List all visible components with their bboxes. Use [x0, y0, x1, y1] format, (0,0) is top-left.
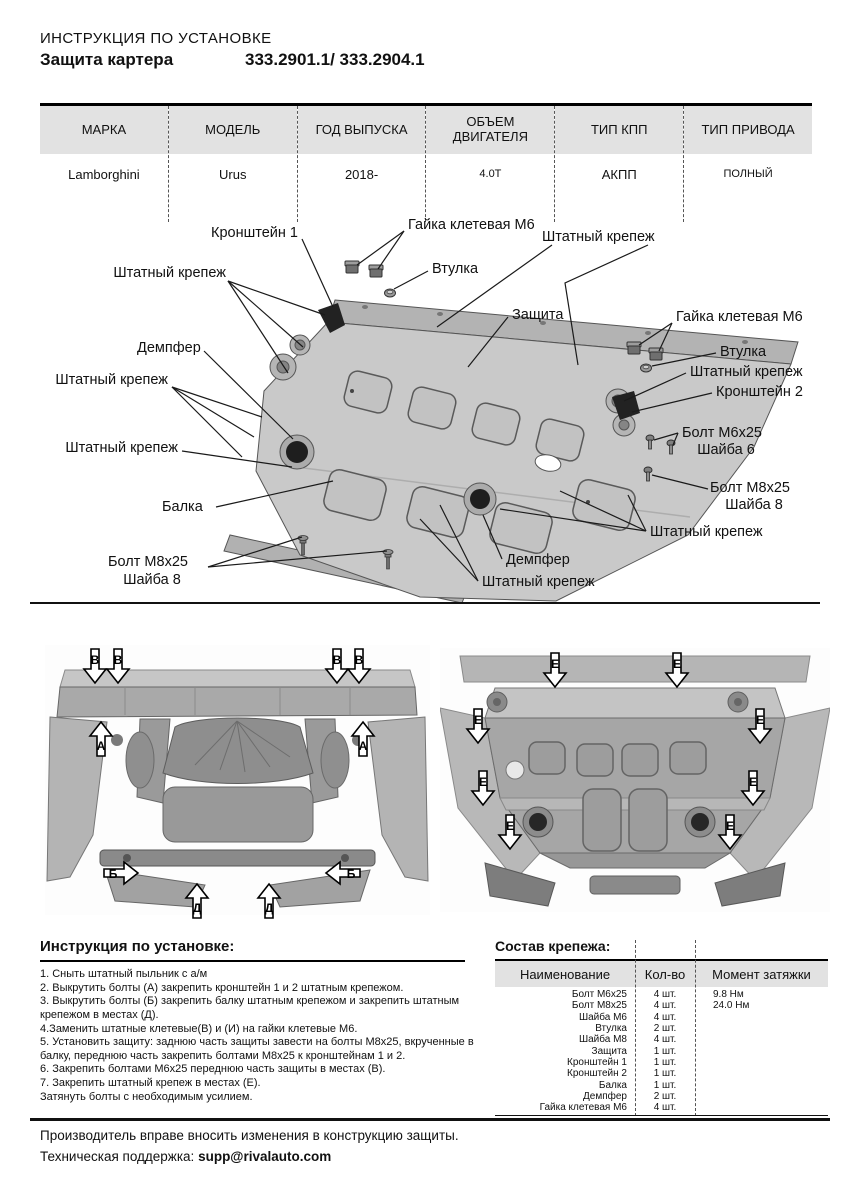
install-diagram: [0, 215, 849, 607]
fastener-qty: 4 шт.: [653, 989, 677, 1001]
location-marker-Д: [185, 883, 209, 919]
spec-col-year: [298, 106, 427, 222]
fastener-qty: 2 шт.: [653, 1090, 677, 1102]
svg-text:В: В: [332, 653, 342, 667]
svg-text:А: А: [96, 739, 106, 753]
fastener-qty: 1 шт.: [653, 1056, 677, 1068]
svg-text:Е: Е: [725, 819, 735, 833]
label-washer-6: Шайба 6: [697, 442, 755, 458]
fastener-qty: 1 шт.: [653, 1045, 677, 1057]
spec-header: МАРКА: [40, 106, 168, 154]
fastener-name: Шайба М6: [578, 1011, 627, 1023]
product-title: Защита картера: [40, 50, 174, 69]
spec-col-gearbox: [555, 106, 684, 222]
svg-text:Б: Б: [108, 867, 118, 881]
spec-col-engine: [426, 106, 555, 222]
fastener-qty: 2 шт.: [653, 1023, 677, 1035]
divider-bottom: [30, 1118, 830, 1121]
vehicle-spec-table: [40, 103, 812, 222]
part-numbers: 333.2901.1/ 333.2904.1: [245, 50, 425, 69]
bushing-icon: [385, 289, 396, 297]
label-bushing-top: Втулка: [432, 261, 479, 277]
product-line: [40, 50, 810, 72]
label-factory-fastener-top-right: Штатный крепеж: [542, 229, 655, 245]
svg-text:Е: Е: [478, 775, 488, 789]
fastener-row: [495, 1000, 828, 1011]
spec-header: ГОД ВЫПУСКА: [298, 106, 426, 154]
svg-text:Д: Д: [264, 901, 274, 915]
fastener-torque: 9.8 Нм: [713, 989, 744, 1001]
fastener-name: Втулка: [595, 1023, 627, 1035]
label-factory-fastener-bottom-right: Штатный крепеж: [650, 524, 763, 540]
label-beam: Балка: [162, 499, 203, 515]
spec-value: АКПП: [601, 166, 637, 182]
spec-header: ТИП ПРИВОДА: [684, 106, 812, 154]
location-marker-Е: [748, 708, 772, 744]
label-factory-fastener-bottom: Штатный крепеж: [482, 574, 595, 590]
col-header-torque: Момент затяжки: [712, 966, 811, 982]
location-marker-Е: [466, 708, 490, 744]
fastener-qty: 4 шт.: [653, 1034, 677, 1046]
fastener-name: Шайба М8: [578, 1034, 627, 1046]
support-label: Техническая поддержка:: [40, 1149, 195, 1164]
location-marker-Е: [741, 770, 765, 806]
install-instructions: [40, 938, 492, 1104]
spec-header: ТИП КПП: [555, 106, 683, 154]
svg-text:Е: Е: [672, 657, 682, 671]
label-washer-8-left: Шайба 8: [123, 572, 181, 588]
spec-col-drive: [684, 106, 812, 222]
location-marker-Б: [325, 861, 361, 885]
col-header-qty: Кол-во: [644, 966, 686, 982]
photo-shield-art: [440, 648, 830, 912]
location-marker-В: [325, 648, 349, 684]
footer-support: [40, 1149, 459, 1164]
instruction-step: Затянуть болты с необходимым усилием.: [40, 1090, 253, 1103]
location-marker-Е: [665, 652, 689, 688]
spec-value: Lamborghini: [68, 166, 140, 182]
spec-header: МОДЕЛЬ: [169, 106, 297, 154]
svg-text:В: В: [354, 653, 364, 667]
cage-nut-icon: [649, 348, 663, 360]
location-marker-В: [106, 648, 130, 684]
fastener-name: Кронштейн 1: [567, 1056, 627, 1068]
fastener-name: Защита: [591, 1045, 627, 1057]
fastener-row: [495, 1012, 828, 1023]
instructions-title: Инструкция по установке:: [40, 938, 465, 962]
label-factory-fastener-left2: Штатный крепеж: [55, 372, 168, 388]
label-bracket-2: Кронштейн 2: [716, 384, 803, 400]
fastener-name: Демпфер: [583, 1090, 627, 1102]
label-cage-nut-top: Гайка клетевая М6: [408, 217, 535, 233]
label-washer-8-right: Шайба 8: [725, 497, 783, 513]
svg-text:Е: Е: [755, 713, 765, 727]
instruction-step: 6. Закрепить болтами М6х25 переднюю часть защиты в местах (В).: [40, 1063, 386, 1076]
fastener-row: [495, 989, 828, 1000]
location-marker-А: [89, 721, 113, 757]
cage-nut-icon: [627, 342, 641, 354]
instructions-list: [40, 968, 492, 1104]
fastener-row: [495, 1045, 828, 1056]
divider: [30, 602, 820, 604]
fastener-qty: 4 шт.: [653, 1102, 677, 1114]
svg-text:Д: Д: [192, 901, 202, 915]
fastener-row: [495, 1034, 828, 1045]
fastener-kit-table: [495, 938, 828, 1113]
label-bolt-m8x25-right: Болт М8х25: [710, 480, 790, 496]
fastener-rows: [495, 987, 828, 1113]
svg-text:В: В: [90, 653, 100, 667]
photo-underbody-front: [45, 645, 430, 915]
fastener-qty: 1 шт.: [653, 1068, 677, 1080]
fastener-name: Гайка клетевая М6: [539, 1102, 627, 1114]
fastener-row: [495, 1079, 828, 1090]
location-marker-Е: [471, 770, 495, 806]
doc-title: ИНСТРУКЦИЯ ПО УСТАНОВКЕ: [40, 30, 272, 47]
table-bottom-line: [495, 1115, 828, 1116]
spec-col-model: [169, 106, 298, 222]
label-factory-fastener-left: Штатный крепеж: [113, 265, 226, 281]
fastener-name: Болт М6х25: [571, 989, 627, 1001]
label-bolt-m8x25-left: Болт М8х25: [108, 554, 188, 570]
location-marker-А: [351, 721, 375, 757]
location-marker-В: [347, 648, 371, 684]
fastener-row: [495, 1023, 828, 1034]
fasteners-title: Состав крепежа:: [495, 938, 611, 954]
footer-note: Производитель вправе вносить изменения в конструкцию защиты.: [40, 1128, 459, 1143]
label-damper-left: Демпфер: [137, 340, 201, 356]
col-header-name: Наименование: [519, 966, 611, 982]
instruction-step: 5. Установить защиту: заднюю часть защиты завести на болты М8х25, вкрученные в балку, переднюю часть закрепить болтами М8х25 к кронштейнам 1 и 2.: [40, 1036, 474, 1062]
instruction-step: 4.Заменить штатные клетевые(В) и (И) на гайки клетевые М6.: [40, 1022, 358, 1035]
instruction-step: 2. Выкрутить болты (А) закрепить кронштейн 1 и 2 штатным крепежом.: [40, 981, 404, 994]
spec-value: Urus: [219, 166, 247, 182]
fastener-table-header: [495, 959, 828, 987]
location-marker-Б: [103, 861, 139, 885]
doc-header: [40, 30, 810, 72]
label-shield: Защита: [512, 307, 564, 323]
label-factory-fastener-left3: Штатный крепеж: [65, 440, 178, 456]
svg-text:Е: Е: [550, 657, 560, 671]
location-marker-В: [83, 648, 107, 684]
label-factory-fastener-right: Штатный крепеж: [690, 364, 803, 380]
fastener-name: Балка: [598, 1079, 627, 1091]
location-marker-Е: [543, 652, 567, 688]
instruction-step: 3. Выкрутить болты (Б) закрепить балку штатным крепежом и закрепить штатным крепежом в местах (Д).: [40, 995, 460, 1021]
fastener-row: [495, 1057, 828, 1068]
spec-col-brand: [40, 106, 169, 222]
spec-value: 2018-: [344, 166, 379, 182]
bushing-icon: [641, 364, 652, 372]
fastener-name: Болт М8х25: [571, 1000, 627, 1012]
svg-text:Б: Б: [346, 867, 356, 881]
label-bracket-1: Кронштейн 1: [211, 225, 298, 241]
column-dash: [635, 940, 636, 1116]
label-bolt-m6x25: Болт М6х25: [682, 425, 762, 441]
cage-nut-icon: [369, 265, 383, 277]
fastener-name: Кронштейн 2: [567, 1068, 627, 1080]
fastener-qty: 4 шт.: [653, 1011, 677, 1023]
spec-value: 4.0T: [479, 168, 502, 180]
spec-value: ПОЛНЫЙ: [723, 168, 773, 180]
svg-text:Е: Е: [473, 713, 483, 727]
label-damper-bottom: Демпфер: [506, 552, 570, 568]
fastener-qty: 4 шт.: [653, 1000, 677, 1012]
cage-nut-icon: [345, 261, 359, 273]
spec-header: ОБЪЕМ ДВИГАТЕЛЯ: [426, 106, 554, 154]
svg-text:Е: Е: [748, 775, 758, 789]
label-bushing-right: Втулка: [720, 344, 767, 360]
location-marker-Д: [257, 883, 281, 919]
svg-text:А: А: [358, 739, 368, 753]
fastener-row: [495, 1068, 828, 1079]
instruction-step: 7. Закрепить штатный крепеж в местах (Е).: [40, 1077, 261, 1089]
instruction-step: 1. Сныть штатный пыльник с а/м: [40, 968, 208, 980]
footer: [40, 1128, 459, 1164]
location-marker-Е: [718, 814, 742, 850]
location-marker-Е: [498, 814, 522, 850]
svg-text:Е: Е: [505, 819, 515, 833]
fastener-row: [495, 1102, 828, 1113]
svg-text:В: В: [113, 653, 123, 667]
fastener-qty: 1 шт.: [653, 1079, 677, 1091]
photo-shield-installed: [440, 648, 830, 912]
fastener-torque: 24.0 Нм: [713, 1000, 750, 1012]
column-dash: [695, 940, 696, 1116]
label-cage-nut-right: Гайка клетевая М6: [676, 309, 803, 325]
fastener-row: [495, 1091, 828, 1102]
support-email: supp@rivalauto.com: [198, 1149, 332, 1164]
